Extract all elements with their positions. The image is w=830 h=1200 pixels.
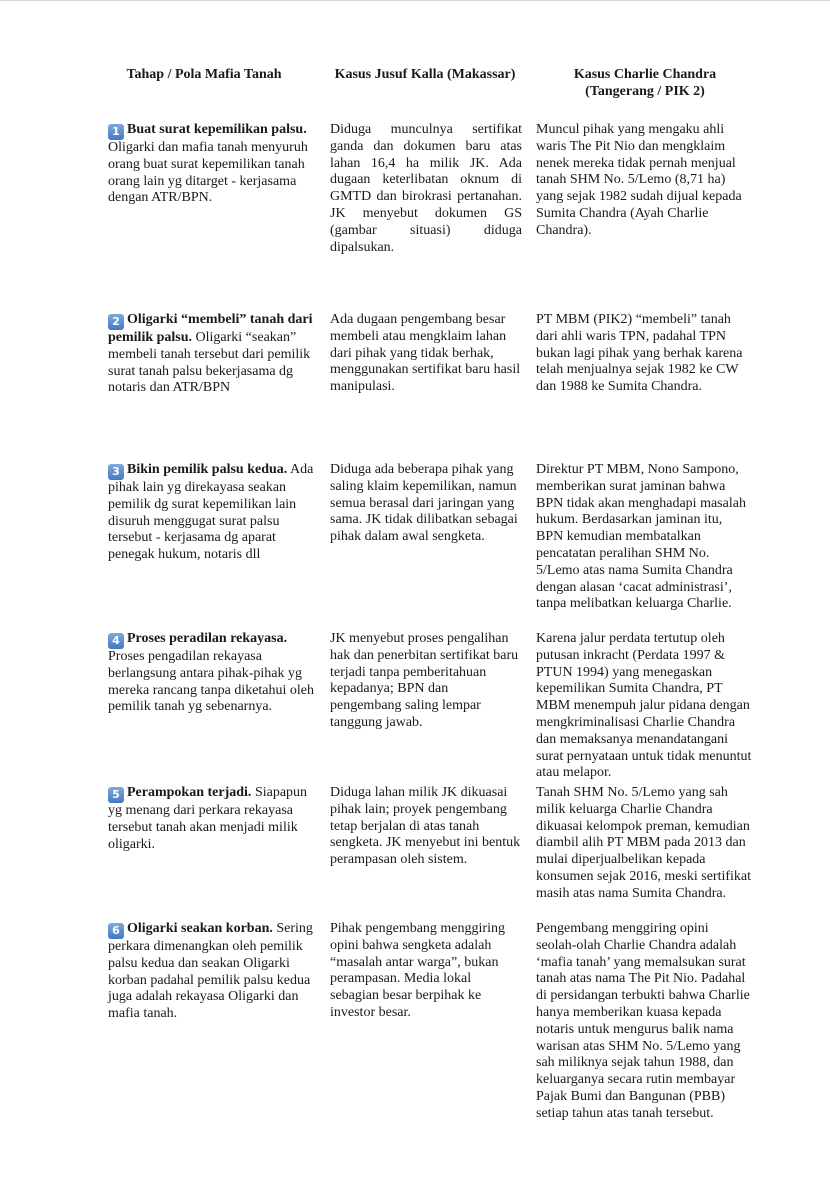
number-1-icon: 1 — [108, 124, 124, 140]
number-4-icon: 4 — [108, 633, 124, 649]
number-3-icon: 3 — [108, 464, 124, 480]
row-5-cc: Tanah SHM No. 5/Lemo yang sah milik keluarga Charlie Chandra dikuasai kelompok preman, kemudian diambil alih PT MBM pada 2013 dan mulai diperjualbelikan kepada konsumen sejak 2016, meski sertifikat masih atas nama Sumita Chandra. — [536, 785, 752, 901]
row-3-stage: 3 Bikin pemilik palsu kedua. Ada pihak lain yg direkayasa seakan pemilik dg surat kepemilikan lain disuruh menggugat surat palsu tersebut - kerjasama dg aparat penegak hukum, notaris dll — [108, 462, 314, 563]
row-2-jk: Ada dugaan pengembang besar membeli atau mengklaim lahan dari pihak yang tidak berhak, menggunakan sertifikat baru hasil manipulasi. — [330, 312, 521, 395]
row-4-stage: 4 Proses peradilan rekayasa. Proses pengadilan rekayasa berlangsung antara pihak-pihak yg mereka rancang tanpa diketahui oleh pemilik tanah yg sebenarnya. — [108, 631, 315, 715]
row-3-cc: Direktur PT MBM, Nono Sampono, memberikan surat jaminan bahwa BPN tidak akan menghadapi masalah hukum. Berdasarkan jaminan itu, BPN kemudian membatalkan pencatatan peralihan SHM No. 5/Lemo atas nama Sumita Chandra dengan alasan ‘cacat administrasi’, tanpa melibatkan keluarga Charlie. — [536, 462, 746, 612]
row-6-jk: Pihak pengembang menggiring opini bahwa sengketa adalah “masalah antar warga”, bukan perampasan. Media lokal sebagian besar berpihak ke investor besar. — [330, 921, 505, 1020]
header-stage: Tahap / Pola Mafia Tanah — [126, 67, 282, 82]
row-3-jk: Diduga ada beberapa pihak yang saling klaim kepemilikan, namun semua berasal dari jaringan yang sama. JK tidak dilibatkan sebagai pihak dalam awal sengketa. — [330, 462, 518, 545]
header-jk-case: Kasus Jusuf Kalla (Makassar) — [334, 67, 516, 82]
number-5-icon: 5 — [108, 787, 124, 803]
row-6-cc: Pengembang menggiring opini seolah-olah Charlie Chandra adalah ‘mafia tanah’ yang memalsukan surat tanah atas nama The Pit Nio. Padahal di persidangan terbukti bahwa Charlie hanya memberikan kuasa kepada notaris untuk mengurus balik nama warisan atas SHM No. 5/Lemo yang sah miliknya sejak tahun 1988, dan keluarganya secara rutin membayar Pajak Bumi dan Bangunan (PBB) setiap tahun atas tanah tersebut. — [536, 921, 750, 1121]
row-5-jk: Diduga lahan milik JK dikuasai pihak lain; proyek pengembang tetap berjalan di atas tanah sengketa. JK menyebut ini bentuk perampasan oleh sistem. — [330, 785, 521, 868]
top-divider — [0, 0, 830, 1]
row-4-jk: JK menyebut proses pengalihan hak dan penerbitan sertifikat baru terjadi tanpa pemberitahuan kepadanya; BPN dan pengembang saling lempar tanggung jawab. — [330, 631, 519, 730]
row-1-cc: Muncul pihak yang mengaku ahli waris The Pit Nio dan mengklaim nenek mereka tidak pernah menjual tanah SHM No. 5/Lemo (8,71 ha) yang sejak 1982 sudah dijual kepada Sumita Chandra (Ayah Charlie Chandra). — [536, 122, 742, 238]
row-2-stage: 2 Oligarki “membeli” tanah dari pemilik palsu. Oligarki “seakan” membeli tanah tersebut dari pemilik surat tanah palsu bekerjasama dg notaris dan ATR/BPN — [108, 312, 313, 396]
row-1-stage: 1 Buat surat kepemilikan palsu. Oligarki dan mafia tanah menyuruh orang buat surat kepemilikan tanah orang lain yg ditarget - kerjasama dengan ATR/BPN. — [108, 122, 308, 206]
row-2-cc: PT MBM (PIK2) “membeli” tanah dari ahli waris TPN, padahal TPN bukan lagi pihak yang berhak karena telah menjualnya sejak 1982 ke CW dan 1988 ke Sumita Chandra. — [536, 312, 743, 395]
row-6-stage: 6 Oligarki seakan korban. Sering perkara dimenangkan oleh pemilik palsu kedua dan seakan Oligarki korban padahal pemilik palsu kedua juga adalah rekayasa Oligarki dan mafia tanah. — [108, 921, 313, 1022]
row-5-stage: 5 Perampokan terjadi. Siapapun yg menang dari perkara rekayasa tersebut tanah akan menjadi milik oligarki. — [108, 785, 308, 852]
row-1-jk: Diduga munculnya sertifikat ganda dan dokumen baru atas lahan 16,4 ha milik JK. Ada dugaan keterlibatan oknum di GMTD dan birokrasi pertanahan. JK menyebut dokumen GS (gambar situasi) diduga dipalsukan. — [330, 122, 522, 255]
row-4-cc: Karena jalur perdata tertutup oleh putusan inkracht (Perdata 1997 & PTUN 1994) yang menegaskan kepemilikan Sumita Chandra, PT MBM menempuh jalur pidana dengan mengkriminalisasi Charlie Chandra dan memaksanya menandatangani surat pernyataan untuk tidak menuntut atau melapor. — [536, 631, 752, 781]
number-6-icon: 6 — [108, 923, 124, 939]
header-cc-case: Kasus Charlie Chandra (Tangerang / PIK 2) — [573, 67, 717, 99]
number-2-icon: 2 — [108, 314, 124, 330]
